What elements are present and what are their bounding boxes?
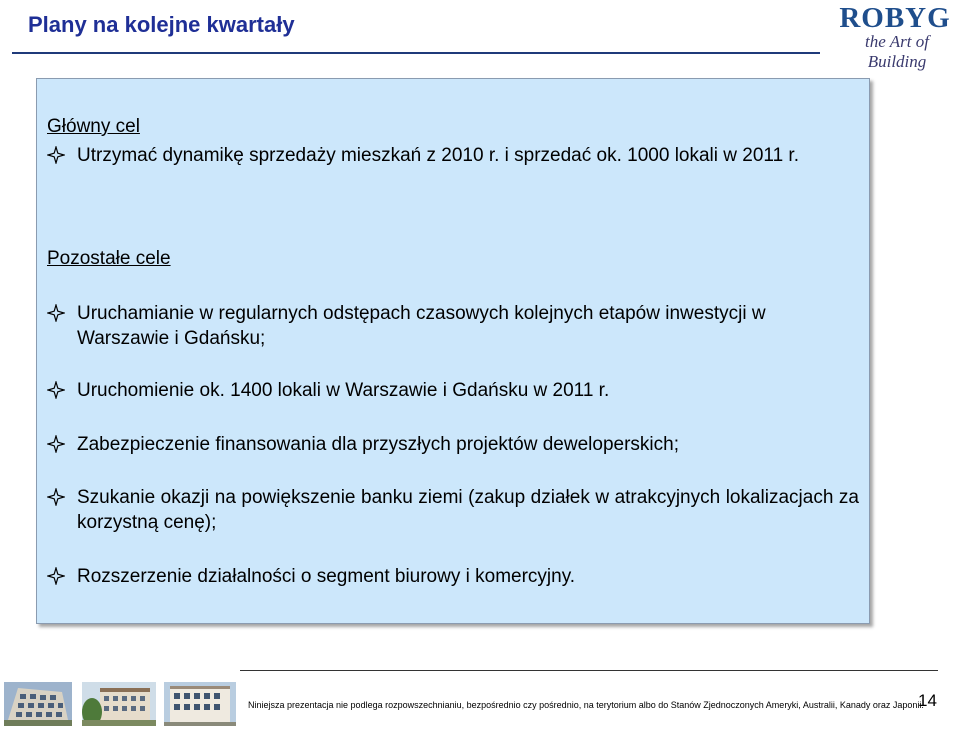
page-number: 14 — [918, 691, 937, 710]
other-goal-item-5 — [47, 564, 859, 589]
other-goal-text-5: Rozszerzenie działalności o segment biurowy i komercyjny. — [77, 566, 576, 587]
diamond-star-bullet-icon — [47, 146, 65, 164]
other-goal-item-2 — [47, 378, 859, 403]
other-goals-heading: Pozostałe cele — [47, 248, 171, 269]
building-photo-1 — [4, 682, 72, 726]
diamond-star-bullet-icon — [47, 381, 65, 399]
other-goal-text-2: Uruchomienie ok. 1400 lokali w Warszawie i Gdańsku w 2011 r. — [77, 380, 610, 401]
diamond-star-bullet-icon — [47, 488, 65, 506]
main-goal-heading: Główny cel — [47, 116, 140, 137]
main-goal-text: Utrzymać dynamikę sprzedaży mieszkań z 2010 r. i sprzedać ok. 1000 lokali w 2011 r. — [77, 145, 799, 166]
title-divider — [12, 52, 820, 54]
other-goal-text-3: Zabezpieczenie finansowania dla przyszłych projektów deweloperskich; — [77, 434, 679, 455]
diamond-star-bullet-icon — [47, 435, 65, 453]
logo-tagline: the Art of Building — [865, 32, 929, 71]
other-goal-text-4: Szukanie okazji na powiększenie banku ziemi (zakup działek w atrakcyjnych lokalizacjach za korzystną cenę); — [77, 487, 859, 533]
logo-wordmark: ROBYG — [839, 2, 951, 34]
building-photo-2 — [82, 682, 156, 726]
diamond-star-bullet-icon — [47, 567, 65, 585]
slide-title: Plany na kolejne kwartały — [28, 12, 295, 37]
other-goal-text-1: Uruchamianie w regularnych odstępach czasowych kolejnych etapów inwestycji w Warszawie i Gdańsku; — [77, 303, 766, 349]
diamond-star-bullet-icon — [47, 304, 65, 322]
main-goal-item — [47, 143, 859, 168]
other-goal-item-3 — [47, 432, 859, 457]
other-goal-item-4 — [47, 485, 859, 535]
other-goal-item-1 — [47, 301, 859, 351]
footer-disclaimer: Niniejsza prezentacja nie podlega rozpowszechnianiu, bezpośrednio czy pośrednio, na terytorium albo do Stanów Zjednoczonych Ameryki, Australii, Kanady oraz Japonii. — [248, 700, 924, 710]
content-box — [36, 78, 870, 624]
footer-divider — [240, 670, 938, 671]
robyg-logo — [836, 2, 954, 71]
building-photo-3 — [164, 682, 236, 726]
